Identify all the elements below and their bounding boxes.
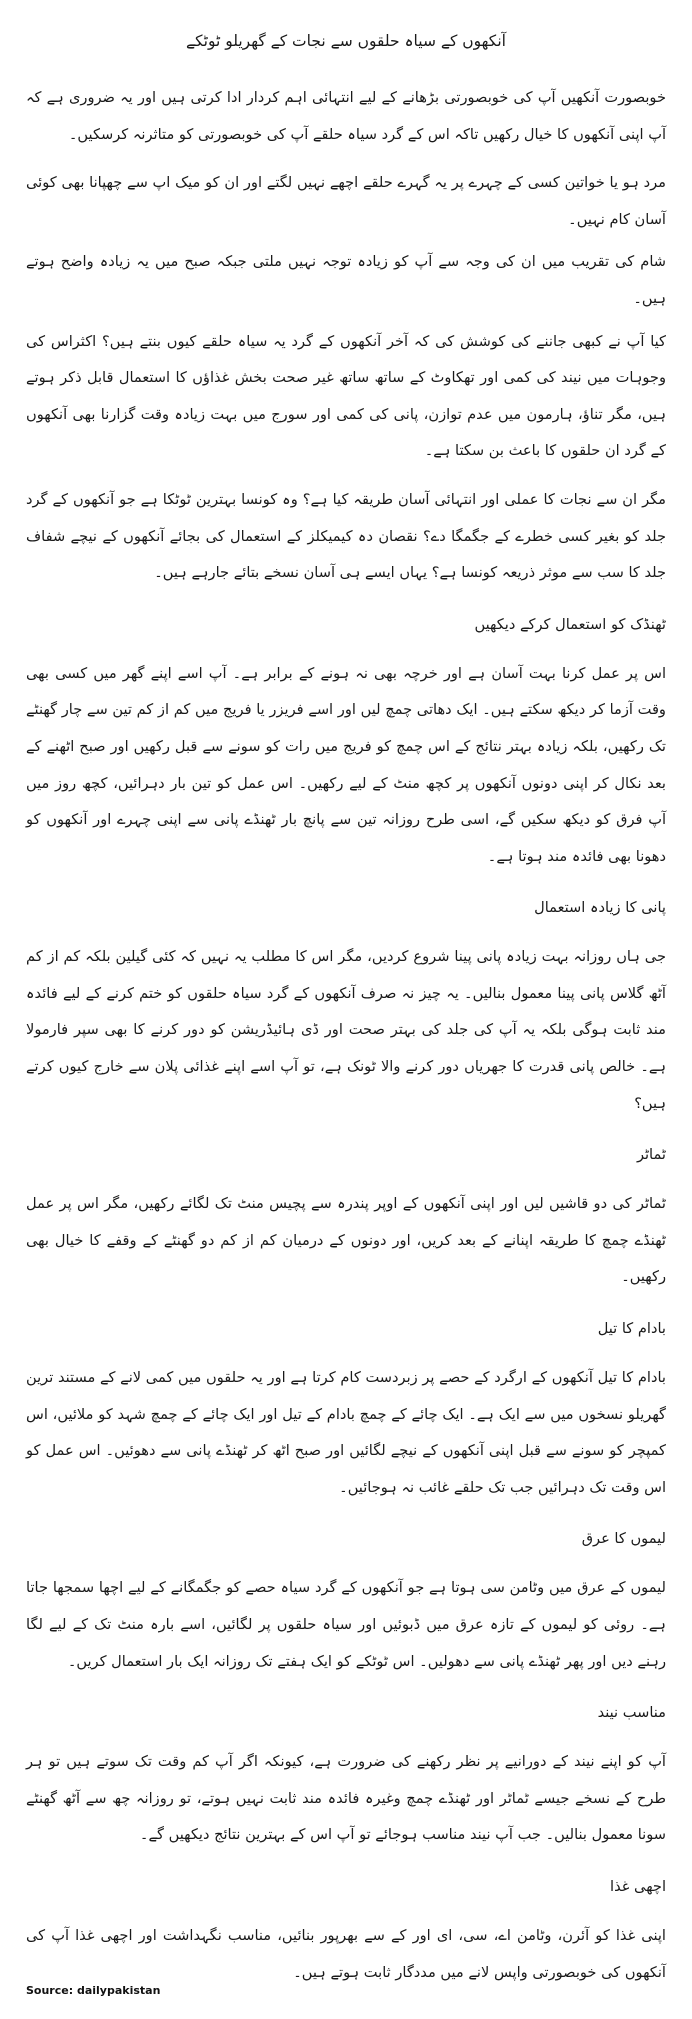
section-sleep [26, 1698, 666, 1854]
source-credit: Source: dailypakistan [26, 1984, 161, 1997]
intro [26, 80, 666, 592]
section-heading: ٹھنڈک کو استعمال کرکے دیکھیں [474, 615, 666, 633]
section-heading: اچھی غذا [610, 1877, 666, 1895]
section-almond-oil [26, 1314, 666, 1506]
section-body: جی ہاں روزانہ بہت زیادہ پانی پینا شروع کردیں، مگر اس کا مطلب یہ نہیں کہ کئی گیلین بلکہ کم از کم آٹھ گلاس پانی پینا معمول بنالیں۔ یہ چیز نہ صرف آنکھوں کے گرد سیاہ حلقوں کو ختم کرنے کے لیے فائدہ مند ثابت ہوگی بلکہ یہ آپ کی جلد کی بہتر صحت اور ڈی ہائیڈریشن کو دور کرنے کا بھی سپر فارمولا ہے۔ خالص پانی قدرت کا جھریاں دور کرنے والا ٹونک ہے، تو آپ اسے اپنے غذائی پلان سے خارج کیوں کرتے ہیں؟ [26, 948, 666, 1112]
section-heading: بادام کا تیل [597, 1320, 666, 1338]
intro-paragraph: خوبصورت آنکھیں آپ کی خوبصورتی بڑھانے کے لیے انتہائی اہم کردار ادا کرتی ہیں اور یہ ضروری ہے کہ آپ اپنی آنکھوں کا خیال رکھیں تاکہ اس کے گرد سیاہ حلقے آپ کی خوبصورتی کو متاثرنہ کرسکیں۔ [26, 89, 666, 143]
intro-paragraph: شام کی تقریب میں ان کی وجہ سے آپ کو زیادہ توجہ نہیں ملتی جبکہ صبح میں یہ زیادہ واضح ہوتے ہیں۔ [26, 253, 666, 307]
section-body: لیموں کے عرق میں وٹامن سی ہوتا ہے جو آنکھوں کے گرد سیاہ حصے کو جگمگانے کے لیے اچھا سمجھا جاتا ہے۔ روئی کو لیموں کے تازہ عرق میں ڈبوئیں اور سیاہ حلقوں پر لگائیں، اسے بارہ منٹ تک کے لیے لگا رہنے دیں اور پھر ٹھنڈے پانی سے دھولیں۔ اس ٹوٹکے کو ایک ہفتے تک روزانہ ایک بار استعمال کریں۔ [26, 1579, 666, 1670]
section-heading: ٹماٹر [636, 1146, 666, 1164]
section-diet [26, 1872, 666, 1991]
section-body: ٹماٹر کی دو قاشیں لیں اور اپنی آنکھوں کے اوپر پندرہ سے پچیس منٹ تک لگائے رکھیں، مگر اس پر عمل ٹھنڈے چمچ کا طریقہ اپنانے کے بعد کریں، اور دونوں کے درمیان کم از کم دو گھنٹے کے وقفے کا خیال بھی رکھیں۔ [26, 1195, 666, 1286]
section-lemon [26, 1524, 666, 1680]
section-body: بادام کا تیل آنکھوں کے ارگرد کے حصے پر زبردست کام کرتا ہے اور یہ حلقوں میں کمی لانے کے مستند ترین گھریلو نسخوں میں سے ایک ہے۔ ایک چائے کے چمچ بادام کے تیل اور ایک چائے کے چمچ شہد کو ملائیں، اس کمپچر کو سونے سے قبل اپنی آنکھوں کے نیچے لگائیں اور صبح اٹھ کر ٹھنڈے پانی سے دھوئیں۔ اس عمل کو اس وقت تک دہرائیں جب تک حلقے غائب نہ ہوجائیں۔ [26, 1369, 666, 1496]
section-body: اس پر عمل کرنا بہت آسان ہے اور خرچہ بھی نہ ہونے کے برابر ہے۔ آپ اسے اپنے گھر میں کسی بھی وقت آزما کر دیکھ سکتے ہیں۔ ایک دھاتی چمچ لیں اور اسے فریزر یا فریج میں کم از کم تین سے چار گھنٹے تک رکھیں، بلکہ زیادہ بہتر نتائج کے اس چمچ کو فریج میں رات کو سونے سے قبل رکھیں اور صبح اٹھنے کے بعد نکال کر اپنی دونوں آنکھوں پر کچھ منٹ کے لیے رکھیں۔ اس عمل کو تین بار دہرائیں، کچھ روز میں آپ فرق کو دیکھ سکیں گے، اسی طرح روزانہ تین سے پانچ بار ٹھنڈے پانی سے اپنی چہرے اور آنکھوں کو دھونا بھی فائدہ مند ہوتا ہے۔ [26, 664, 666, 865]
section-body: اپنی غذا کو آئرن، وٹامن اے، سی، ای اور کے سے بھرپور بنائیں، مناسب نگہداشت اور اچھی غذا آپ کی آنکھوں کی خوبصورتی واپس لانے میں مددگار ثابت ہوتے ہیں۔ [26, 1926, 666, 1981]
section-cold [26, 610, 666, 876]
section-heading: لیموں کا عرق [581, 1530, 666, 1548]
intro-paragraph: مرد ہو یا خواتین کسی کے چہرے پر یہ گہرے حلقے اچھے نہیں لگتے اور ان کو میک اپ سے چھپانا بھی کوئی آسان کام نہیں۔ [26, 174, 666, 228]
section-water [26, 893, 666, 1122]
intro-paragraph: کیا آپ نے کبھی جاننے کی کوشش کی کہ آخر آنکھوں کے گرد یہ سیاہ حلقے کیوں بنتے ہیں؟ اکثراس کی وجوہات میں نیند کی کمی اور تھکاوٹ کے ساتھ ساتھ غیر صحت بخش غذاﺅں کا استعمال قابل ذکر ہوتے ہیں، مگر تناﺅ، ہارمون میں عدم توازن، پانی کی کمی اور سورج میں بہت زیادہ وقت گزارنا بھی آنکھوں کے گرد ان حلقوں کا باعث بن سکتا ہے۔ [26, 332, 666, 460]
intro-paragraph: مگر ان سے نجات کا عملی اور انتہائی آسان طریقہ کیا ہے؟ وہ کونسا بہترین ٹوٹکا ہے جو آنکھوں کے گرد جلد کو بغیر کسی خطرے کے جگمگا دے؟ نقصان دہ کیمیکلز کے استعمال کی بجائے آنکھوں کے نیچے شفاف جلد کا سب سے موثر ذریعہ کونسا ہے؟ یہاں ایسے ہی آسان نسخے بتائے جارہے ہیں۔ [26, 490, 666, 582]
section-heading: پانی کا زیادہ استعمال [534, 899, 666, 917]
section-heading: مناسب نیند [597, 1704, 666, 1722]
section-body: آپ کو اپنے نیند کے دورانیے پر نظر رکھنے کی ضرورت ہے، کیونکہ اگر آپ کم وقت تک سوتے ہیں تو ہر طرح کے نسخے جیسے ٹماٹر اور ٹھنڈے چمچ وغیرہ فائدہ مند ثابت نہیں ہوتے، تو روزانہ چھ سے آٹھ گھنٹے سونا معمول بنالیں۔ جب آپ نیند مناسب ہوجائے تو آپ اس کے بہترین نتائج دیکھیں گے۔ [26, 1753, 666, 1844]
section-tomato [26, 1140, 666, 1296]
article-title: آنکھوں کے سیاہ حلقوں سے نجات کے گھریلو ٹوٹکے [186, 32, 506, 50]
